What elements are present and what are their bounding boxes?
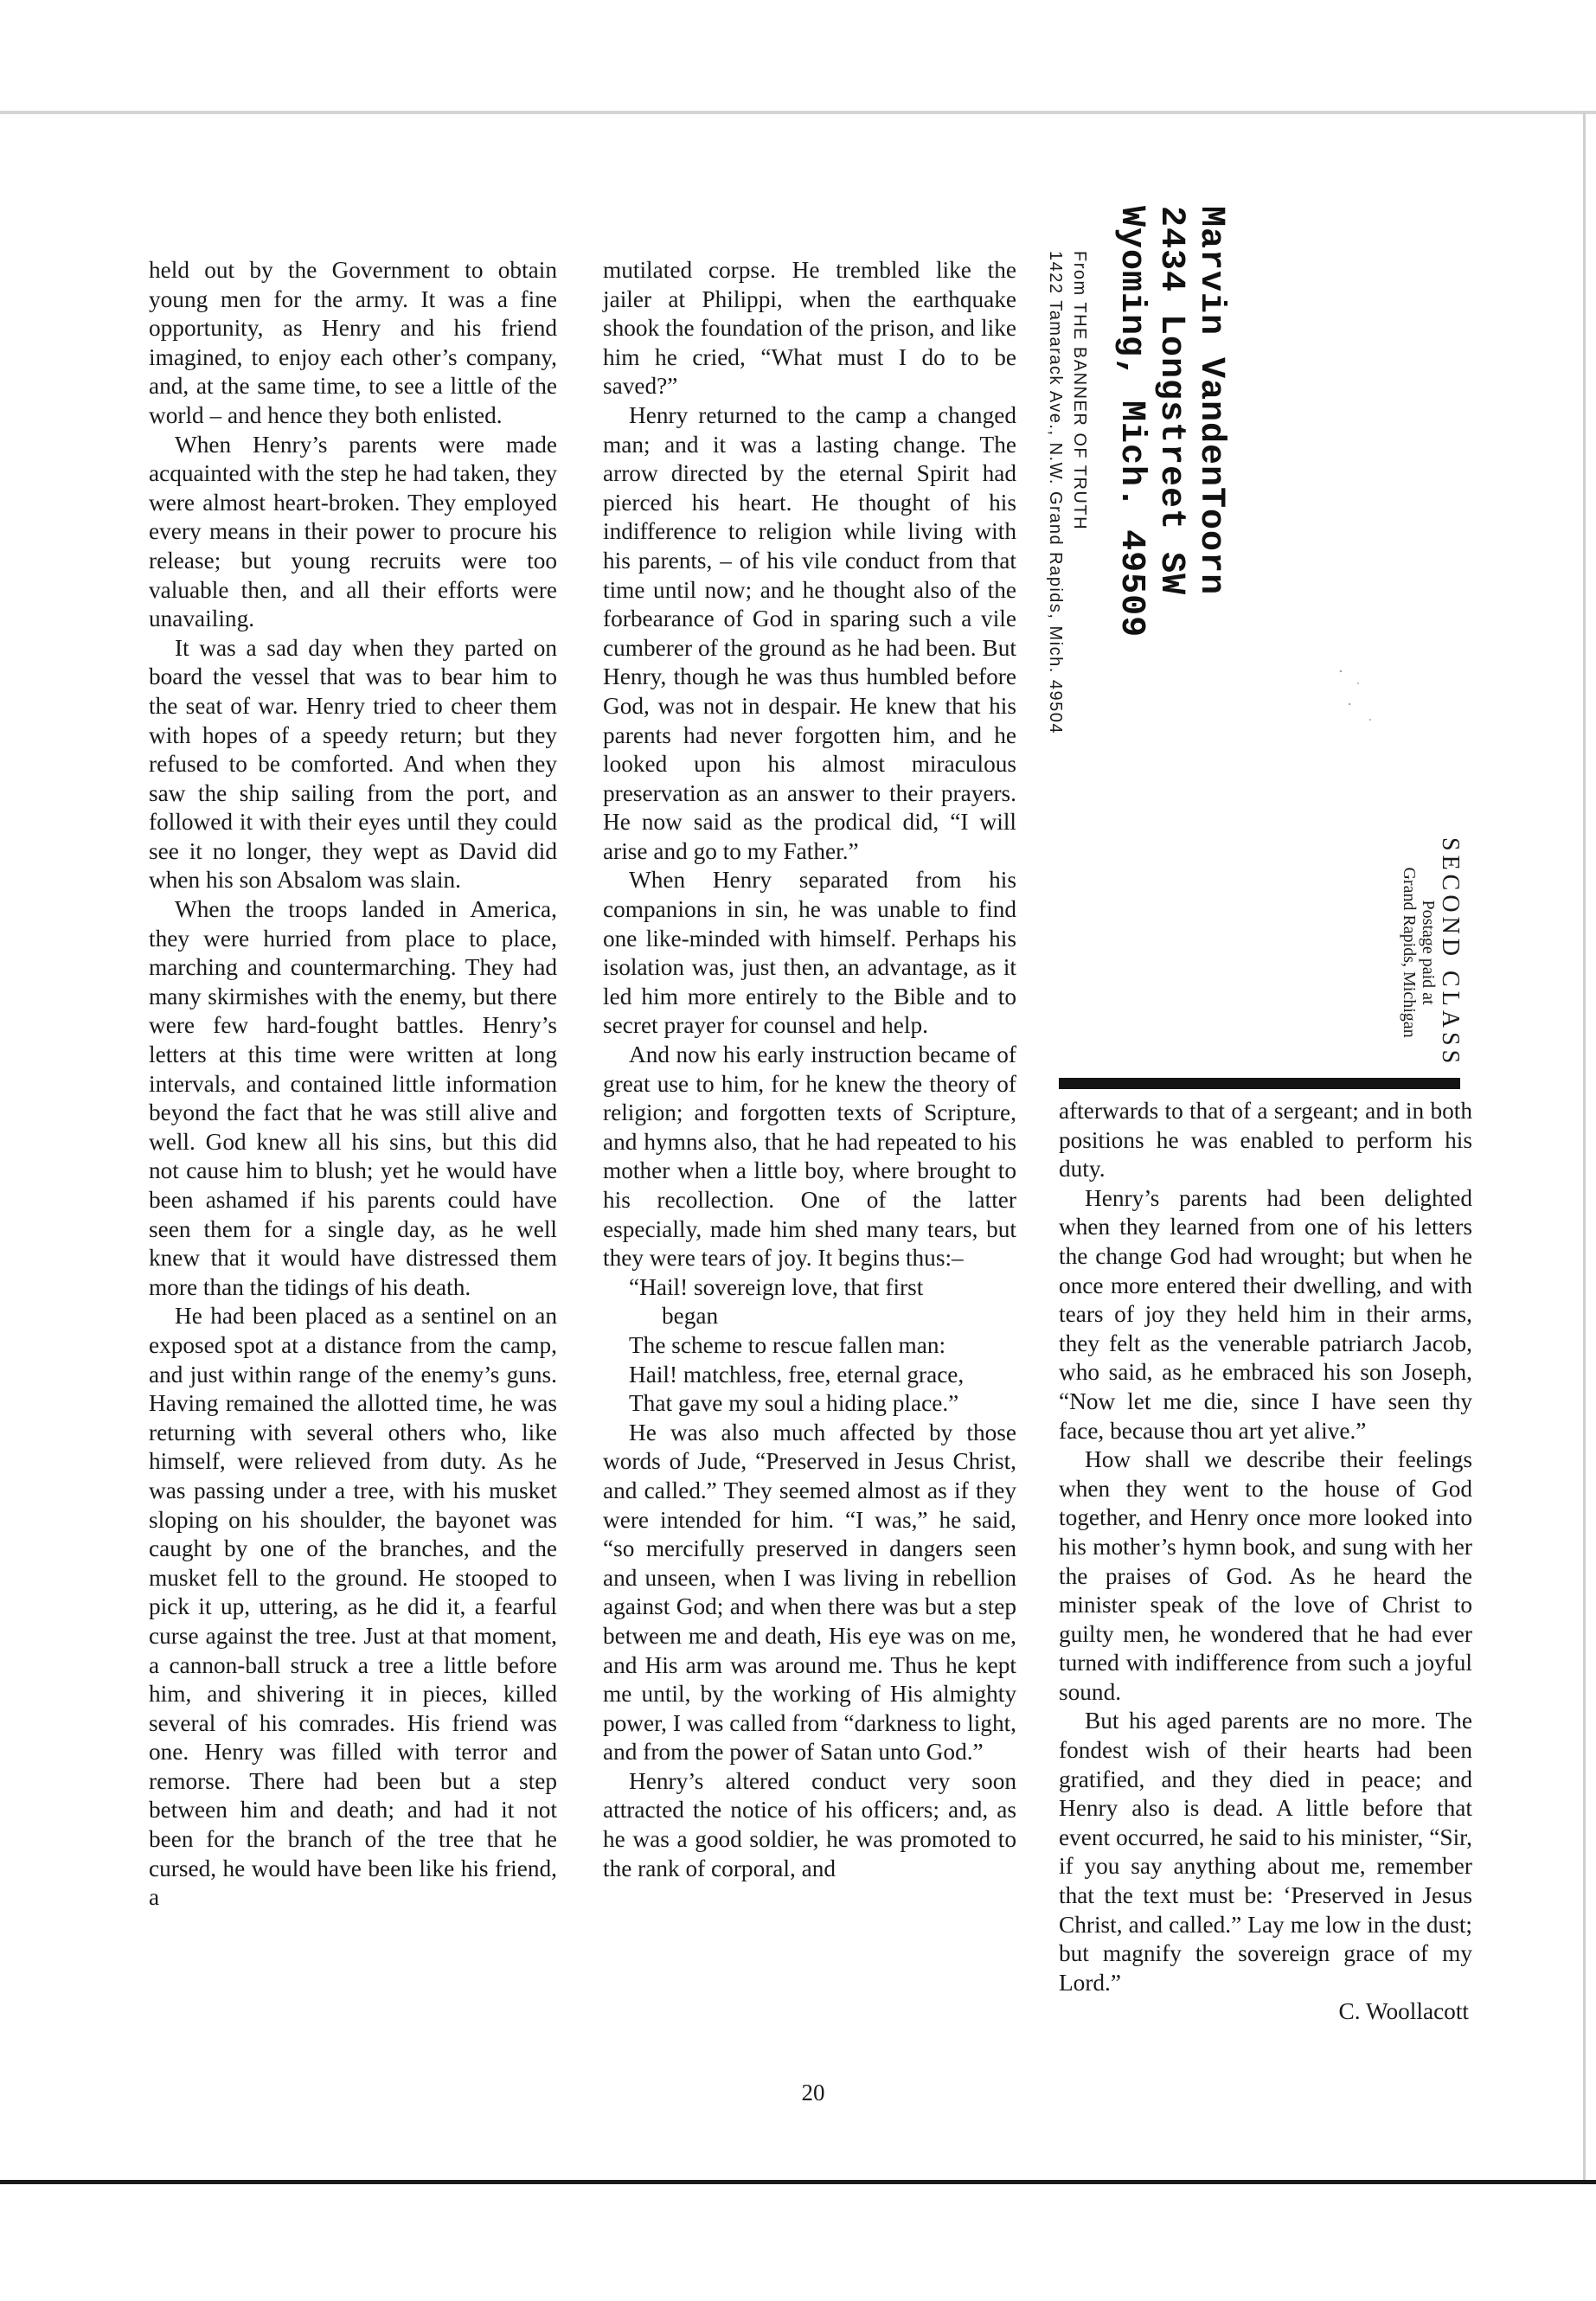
postage-indicia [1400, 837, 1462, 1067]
column-1-paragraph: He had been placed as a sentinel on an exposed spot at a distance from the camp, and just within range of the enemy’s guns. Having remained the allotted time, he was returning with several others who, like himself, were relieved from duty. As he was passing under a tree, with his musket sloping on his shoulder, the bayonet was caught by one of the branches, and the musket fell to the ground. He stooped to pick it up, uttering, as he did it, a fearful curse against the tree. Just at that moment, a cannon-ball struck a tree a little before him, and shivering it in pieces, killed several of his comrades. His friend was one. Henry was filled with terror and remorse. There had been but a step between him and death; and had it not been for the branch of the tree that he cursed, he would have been like his friend, a [149, 1303, 557, 1911]
hymn-line: “Hail! sovereign love, that first [629, 1273, 924, 1300]
return-address-from: From THE BANNER OF TRUTH [1070, 251, 1089, 531]
column-1-paragraph: When Henry’s parents were made acquainted with the step he had taken, they were almost heart-broken. They employed every means in their power to procure his release; but young recruits were too valuable then, and all their efforts were unavailing. [149, 431, 557, 632]
hymn-line: The scheme to rescue fallen man: [629, 1331, 946, 1358]
column-divider-rule [1059, 1078, 1460, 1089]
column-2-paragraph: He was also much affected by those words of Jude, “Preserved in Jesus Christ, and called.” They seemed almost as if they were intended for him. “I was,” he said, “so mercifully preserved in dangers seen and unseen, when I was living in rebellion against God; and when there was but a step between me and death, His eye was on me, and His arm was around me. Thus he kept me until, by the working of His almighty power, I was called from “darkness to light, and from the power of Satan unto God.” [603, 1419, 1016, 1766]
postage-line-1: Postage paid at [1419, 900, 1438, 1005]
column-3-paragraph: afterwards to that of a sergeant; and in both positions he was enabled to perform his duty. [1059, 1098, 1472, 1183]
scan-bottom-edge [0, 2180, 1596, 2184]
hymn-line: began [662, 1303, 719, 1330]
hymn-line: That gave my soul a hiding place.” [629, 1390, 959, 1417]
column-2-paragraph: Henry’s altered conduct very soon attracted the notice of his officers; and, as he was a good soldier, he was promoted to the rank of corporal, and [603, 1767, 1016, 1881]
column-2-paragraph: When Henry separated from his companions in sin, he was unable to find one like-minded with himself. Perhaps his isolation was, just then, an advantage, as it led him more entirely to the Bible and to secret prayer for counsel and help. [603, 867, 1016, 1039]
column-1-paragraph: It was a sad day when they parted on board the vessel that was to bear him to the seat of war. Henry tried to cheer them with hopes of a speedy return; but they refused to be comforted. And when they saw the ship sailing from the port, and followed it with their eyes until they could see it no longer, they wept as David did when his son Absalom was slain. [149, 634, 557, 894]
author-signature: C. Woollacott [1338, 1998, 1469, 2025]
column-3-paragraph: Henry’s parents had been delighted when they learned from one of his letters the change God had wrought; but when he once more entered their dwelling, and with tears of joy they held him in their arms, they felt as the venerable patriarch Jacob, who said, as he embraced his son Joseph, “Now let me die, since I have seen thy face, because thou art yet alive.” [1059, 1184, 1472, 1444]
column-1-paragraph: When the troops landed in America, they were hurried from place to place, marching and countermarching. They had many skirmishes with the enemy, but there were few hard-fought battles. Henry’s letters at this time were written at long intervals, and contained little information beyond the fact that he was still alive and well. God knew all his sins, but this did not cause him to blush; yet he would have been ashamed if his parents could have seen them for a single day, as he well knew that it would have distressed them more than the tidings of his death. [149, 896, 557, 1300]
mailing-address-label [1109, 206, 1230, 638]
scan-speckles [1332, 666, 1384, 735]
column-2-paragraph: And now his early instruction became of great use to him, for he knew the theory of religion; and forgotten texts of Scripture, and hymns also, that he had repeated to his mother when a little boy, where brought to his recollection. One of the latter especially, made him shed many tears, but they were tears of joy. It begins thus:– [603, 1042, 1016, 1272]
recipient-zip: 49509 [1112, 529, 1151, 638]
hymn-line: Hail! matchless, free, eternal grace, [629, 1361, 965, 1388]
return-address-street: 1422 Tamarack Ave., N.W. Grand Rapids, Mich. 49504 [1046, 251, 1065, 734]
recipient-street: 2434 Longstreet SW [1151, 206, 1190, 596]
recipient-name: Marvin VandenToorn [1191, 206, 1230, 596]
column-1-paragraph: held out by the Government to obtain young men for the army. It was a fine opportunity, as Henry and his friend imagined, to enjoy each other’s company, and, at the same time, to see a little of the world – and hence they both enlisted. [149, 257, 557, 428]
scan-right-edge [1583, 111, 1586, 2182]
column-3-paragraph: But his aged parents are no more. The fondest wish of their hearts had been gratified, and they died in peace; and Henry also is dead. A little before that event occurred, he said to his minister, “Sir, if you say anything about me, remember that the text must be: ‘Preserved in Jesus Christ, and called.” Lay me low in the dust; but magnify the sovereign grace of my Lord.” [1059, 1708, 1472, 1996]
postage-line-2: Grand Rapids, Michigan [1400, 867, 1419, 1038]
article-column-3 [1059, 1097, 1472, 2027]
hymn-quote [603, 1273, 1016, 1419]
page-number: 20 [801, 2080, 825, 2106]
column-2-paragraph: mutilated corpse. He trembled like the jailer at Philippi, when the earthquake shook the foundation of the prison, and like him he cried, “What must I do to be saved?” [603, 257, 1016, 400]
column-3-paragraph: How shall we describe their feelings when they went to the house of God together, and Henry once more looked into his mother’s hymn book, and sung with her the praises of God. As he heard the minister speak of the love of Christ to guilty men, he wondered that he had ever turned with indifference from such a joyful sound. [1059, 1446, 1472, 1705]
postage-title: SECOND CLASS [1437, 837, 1464, 1068]
recipient-city-line [1111, 206, 1151, 638]
article-column-1 [149, 256, 557, 1913]
recipient-city: Wyoming, Mich. [1112, 206, 1151, 510]
scan-top-edge [0, 111, 1596, 114]
return-address [1043, 251, 1092, 734]
column-2-paragraph: Henry returned to the camp a changed man; and it was a lasting change. The arrow directed by the eternal Spirit had pierced his heart. He thought of his indifference to religion while living with his parents, – of his vile conduct from that time until now; and he thought also of the forbearance of God in sparing such a vile cumberer of the ground as he had been. But Henry, though he was thus humbled before God, was not in despair. He knew that his parents had never forgotten him, and he looked upon his almost miraculous preservation as an answer to their prayers. He now said as the prodical did, “I will arise and go to my Father.” [603, 401, 1016, 864]
article-column-2 [603, 256, 1016, 1883]
